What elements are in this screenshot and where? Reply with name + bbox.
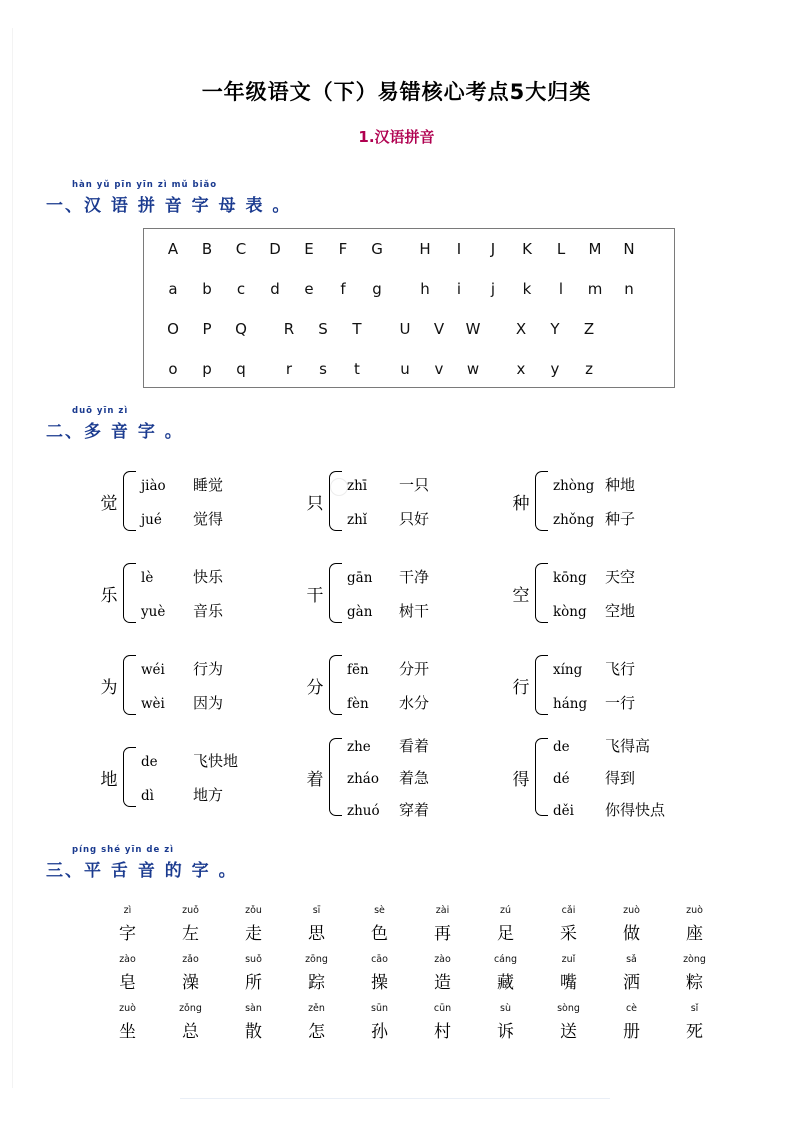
alphabet-letter: d	[270, 280, 280, 298]
reading-pinyin: jiào	[141, 477, 166, 494]
alphabet-letter: z	[585, 360, 593, 378]
reading-pinyin: fēn	[347, 661, 369, 678]
polyphone-item	[95, 731, 301, 823]
polyphone-reading	[141, 566, 223, 587]
polyphone-character: 着	[306, 769, 324, 790]
alphabet-letter: M	[588, 240, 602, 258]
reading-pinyin: yuè	[141, 603, 166, 620]
reading-pinyin: zháo	[347, 770, 379, 787]
reading-pinyin: de	[141, 753, 158, 770]
reading-word: 种子	[605, 509, 636, 528]
polyphone-character: 空	[512, 585, 530, 606]
reading-word: 着急	[399, 768, 430, 787]
alphabet-letter: r	[285, 360, 293, 378]
flat-tongue-cell	[222, 993, 285, 1042]
flat-tongue-pinyin: zǒu	[245, 905, 262, 916]
flat-tongue-character: 思	[308, 924, 325, 944]
reading-word: 飞快地	[193, 751, 239, 770]
reading-word: 空地	[605, 601, 636, 620]
polyphone-readings	[553, 566, 635, 621]
flat-tongue-pinyin: sòng	[557, 1003, 580, 1014]
brace-icon	[535, 563, 548, 623]
polyphone-reading	[553, 692, 635, 713]
flat-tongue-cell	[96, 944, 159, 993]
reading-pinyin: zhǐ	[347, 511, 368, 528]
alphabet-letter: U	[399, 320, 411, 338]
flat-tongue-pinyin: zòng	[683, 954, 706, 965]
polyphone-item	[95, 455, 301, 547]
alphabet-letter: H	[419, 240, 431, 258]
flat-tongue-pinyin: sūn	[371, 1003, 388, 1014]
flat-tongue-character: 做	[623, 924, 640, 944]
reading-pinyin: kōng	[553, 569, 587, 586]
flat-tongue-pinyin: zěn	[308, 1003, 325, 1014]
polyphone-reading	[141, 600, 223, 621]
alphabet-row	[144, 229, 674, 269]
polyphone-reading	[141, 658, 223, 679]
alphabet-letter: F	[338, 240, 348, 258]
brace-icon	[123, 747, 136, 807]
reading-word: 睡觉	[193, 475, 224, 494]
reading-word: 穿着	[399, 800, 430, 819]
flat-tongue-pinyin: suǒ	[245, 954, 262, 965]
brace-icon	[329, 655, 342, 715]
alphabet-letter: e	[304, 280, 314, 298]
reading-pinyin: kòng	[553, 603, 587, 620]
reading-pinyin: děi	[553, 802, 574, 819]
alphabet-letter: X	[515, 320, 527, 338]
polyphone-reading	[347, 799, 429, 820]
alphabet-letter: G	[371, 240, 383, 258]
reading-pinyin: fèn	[347, 695, 369, 712]
alphabet-letter: b	[202, 280, 212, 298]
flat-tongue-pinyin: zuò	[686, 905, 703, 916]
reading-word: 树干	[399, 601, 430, 620]
reading-pinyin: zhǒng	[553, 511, 595, 528]
alphabet-letter: u	[400, 360, 410, 378]
flat-tongue-cell	[285, 993, 348, 1042]
polyphone-readings	[553, 474, 635, 529]
flat-tongue-cell	[474, 944, 537, 993]
brace-icon	[329, 563, 342, 623]
flat-tongue-character: 村	[434, 1022, 451, 1042]
reading-word: 一行	[605, 693, 636, 712]
polyphone-item	[301, 639, 507, 731]
reading-pinyin: wèi	[141, 695, 165, 712]
flat-tongue-pinyin: sù	[500, 1003, 511, 1014]
alphabet-letter: W	[465, 320, 481, 338]
flat-tongue-character: 造	[434, 973, 451, 993]
flat-tongue-character: 坐	[119, 1022, 136, 1042]
alphabet-letter: j	[490, 280, 496, 298]
alphabet-letter: k	[522, 280, 532, 298]
brace-icon	[535, 471, 548, 531]
flat-tongue-cell	[600, 944, 663, 993]
flat-tongue-cell	[474, 895, 537, 944]
flat-tongue-pinyin: zài	[435, 905, 450, 916]
reading-word: 飞得高	[605, 736, 651, 755]
flat-tongue-character: 皂	[119, 973, 136, 993]
flat-tongue-character: 粽	[686, 973, 703, 993]
polyphone-reading	[141, 784, 238, 805]
alphabet-letter: D	[269, 240, 281, 258]
polyphone-item	[507, 731, 713, 823]
polyphone-item	[301, 455, 507, 547]
polyphone-reading	[141, 474, 223, 495]
alphabet-letter: R	[283, 320, 295, 338]
alphabet-letter: P	[202, 320, 212, 338]
flat-tongue-row	[96, 895, 726, 944]
footer-divider	[180, 1098, 610, 1099]
flat-tongue-character: 嘴	[560, 973, 577, 993]
alphabet-row	[144, 309, 674, 349]
flat-tongue-pinyin: zǎo	[182, 954, 199, 965]
brace-icon	[535, 738, 548, 816]
alphabet-letter: v	[434, 360, 444, 378]
flat-tongue-character: 左	[182, 924, 199, 944]
polyphone-character: 觉	[100, 493, 118, 514]
flat-tongue-cell	[159, 993, 222, 1042]
alphabet-letter: C	[235, 240, 247, 258]
reading-word: 地方	[193, 785, 224, 804]
flat-tongue-character: 藏	[497, 973, 514, 993]
flat-tongue-character: 再	[434, 924, 451, 944]
brace-icon	[123, 471, 136, 531]
section-heading-2-number: 二、	[46, 422, 84, 442]
polyphone-readings	[553, 735, 665, 820]
reading-word: 你得快点	[605, 800, 666, 819]
reading-word: 分开	[399, 659, 430, 678]
reading-word: 看着	[399, 736, 430, 755]
reading-word: 飞行	[605, 659, 636, 678]
flat-tongue-character: 色	[371, 924, 388, 944]
flat-tongue-cell	[411, 895, 474, 944]
flat-tongue-pinyin: cè	[625, 1003, 638, 1014]
alphabet-letter: T	[352, 320, 362, 338]
flat-tongue-character: 洒	[623, 973, 640, 993]
polyphone-character: 干	[306, 585, 324, 606]
flat-tongue-grid	[96, 895, 726, 1042]
flat-tongue-pinyin: zuò	[119, 1003, 136, 1014]
flat-tongue-row	[96, 993, 726, 1042]
polyphone-character: 乐	[100, 585, 118, 606]
flat-tongue-pinyin: zì	[123, 905, 132, 916]
alphabet-letter: m	[587, 280, 603, 298]
polyphone-readings	[347, 566, 429, 621]
polyphone-row	[95, 455, 715, 547]
alphabet-table	[143, 228, 675, 388]
polyphone-readings	[347, 735, 429, 820]
alphabet-letter: p	[202, 360, 212, 378]
flat-tongue-pinyin: sè	[374, 905, 385, 916]
section-heading-1-label: 汉 语 拼 音 字 母 表 。	[84, 196, 292, 216]
polyphone-reading	[553, 474, 635, 495]
polyphone-readings	[141, 566, 223, 621]
flat-tongue-pinyin: zú	[499, 905, 511, 916]
flat-tongue-cell	[348, 993, 411, 1042]
polyphone-reading	[347, 735, 429, 756]
flat-tongue-cell	[411, 993, 474, 1042]
flat-tongue-character: 孙	[371, 1022, 388, 1042]
polyphone-character: 行	[512, 677, 530, 698]
polyphone-reading	[553, 566, 635, 587]
alphabet-letter: t	[354, 360, 360, 378]
polyphone-row	[95, 639, 715, 731]
polyphone-item	[95, 639, 301, 731]
flat-tongue-character: 死	[686, 1022, 703, 1042]
alphabet-letter: c	[236, 280, 246, 298]
polyphone-character: 只	[306, 493, 324, 514]
flat-tongue-row	[96, 944, 726, 993]
flat-tongue-cell	[600, 895, 663, 944]
alphabet-letter: I	[456, 240, 462, 258]
polyphone-reading	[347, 600, 429, 621]
alphabet-letter: x	[516, 360, 526, 378]
reading-word: 干净	[399, 567, 430, 586]
reading-pinyin: dé	[553, 770, 570, 787]
flat-tongue-character: 足	[497, 924, 514, 944]
reading-pinyin: gàn	[347, 603, 373, 620]
flat-tongue-cell	[600, 993, 663, 1042]
polyphone-grid	[95, 455, 715, 823]
page-title: 一年级语文（下）易错核心考点5大归类	[201, 80, 592, 104]
reading-word: 水分	[399, 693, 430, 712]
flat-tongue-cell	[96, 895, 159, 944]
flat-tongue-cell	[222, 895, 285, 944]
reading-word: 音乐	[193, 601, 224, 620]
flat-tongue-character: 采	[560, 924, 577, 944]
polyphone-item	[507, 639, 713, 731]
polyphone-reading	[553, 508, 635, 529]
reading-word: 一只	[399, 475, 430, 494]
alphabet-letter: l	[558, 280, 564, 298]
flat-tongue-cell	[537, 895, 600, 944]
alphabet-row	[144, 269, 674, 309]
alphabet-letter: y	[550, 360, 560, 378]
flat-tongue-cell	[96, 993, 159, 1042]
flat-tongue-pinyin: cūn	[433, 1003, 452, 1014]
reading-word: 只好	[399, 509, 430, 528]
alphabet-letter: n	[624, 280, 634, 298]
alphabet-letter: S	[318, 320, 328, 338]
flat-tongue-cell	[348, 944, 411, 993]
brace-icon	[329, 738, 342, 816]
flat-tongue-character: 字	[119, 924, 136, 944]
polyphone-item	[507, 547, 713, 639]
section-heading-2-pinyin: duō yīn zì	[72, 406, 129, 416]
reading-word: 因为	[193, 693, 224, 712]
section-heading-2	[46, 406, 184, 442]
alphabet-letter: Q	[235, 320, 247, 338]
flat-tongue-cell	[663, 993, 726, 1042]
alphabet-row	[144, 349, 674, 389]
polyphone-reading	[553, 767, 665, 788]
alphabet-letter: L	[556, 240, 566, 258]
polyphone-character: 种	[512, 493, 530, 514]
alphabet-letter: g	[372, 280, 382, 298]
flat-tongue-character: 总	[182, 1022, 199, 1042]
reading-pinyin: zhī	[347, 477, 368, 494]
polyphone-item	[301, 731, 507, 823]
reading-word: 快乐	[193, 567, 224, 586]
flat-tongue-cell	[411, 944, 474, 993]
flat-tongue-character: 散	[245, 1022, 262, 1042]
polyphone-character: 地	[100, 769, 118, 790]
alphabet-letter: h	[420, 280, 430, 298]
reading-word: 得到	[605, 768, 636, 787]
polyphone-row	[95, 547, 715, 639]
flat-tongue-character: 所	[245, 973, 262, 993]
page-subtitle: 1.汉语拼音	[358, 128, 435, 146]
reading-pinyin: lè	[141, 569, 154, 586]
alphabet-letter: Y	[550, 320, 560, 338]
flat-tongue-character: 诉	[497, 1022, 514, 1042]
polyphone-item	[95, 547, 301, 639]
flat-tongue-pinyin: sǎ	[626, 954, 637, 965]
flat-tongue-cell	[474, 993, 537, 1042]
alphabet-letter: w	[466, 360, 480, 378]
polyphone-reading	[141, 750, 238, 771]
reading-pinyin: dì	[141, 787, 154, 804]
flat-tongue-character: 册	[623, 1022, 640, 1042]
alphabet-letter: o	[168, 360, 178, 378]
polyphone-readings	[553, 658, 635, 713]
polyphone-character: 分	[306, 677, 324, 698]
alphabet-letter: J	[490, 240, 496, 258]
section-heading-2-label: 多 音 字 。	[84, 422, 184, 442]
polyphone-reading	[141, 692, 223, 713]
polyphone-character: 为	[100, 677, 118, 698]
flat-tongue-character: 澡	[182, 973, 199, 993]
alphabet-letter: E	[304, 240, 314, 258]
alphabet-letter: K	[522, 240, 532, 258]
brace-icon	[535, 655, 548, 715]
reading-pinyin: gān	[347, 569, 373, 586]
flat-tongue-pinyin: sī	[312, 905, 321, 916]
polyphone-readings	[141, 474, 223, 529]
flat-tongue-pinyin: sǐ	[690, 1003, 699, 1014]
alphabet-letter: i	[456, 280, 462, 298]
section-heading-1-number: 一、	[46, 196, 84, 216]
polyphone-reading	[347, 658, 429, 679]
flat-tongue-cell	[222, 944, 285, 993]
flat-tongue-pinyin: zuǒ	[182, 905, 199, 916]
flat-tongue-cell	[537, 944, 600, 993]
section-heading-3-label: 平 舌 音 的 字 。	[84, 861, 238, 881]
alphabet-letter: A	[167, 240, 179, 258]
flat-tongue-pinyin: zuǐ	[561, 954, 576, 965]
flat-tongue-pinyin: zǒng	[179, 1003, 202, 1014]
polyphone-reading	[347, 692, 429, 713]
reading-pinyin: zhòng	[553, 477, 595, 494]
reading-pinyin: wéi	[141, 661, 165, 678]
polyphone-reading	[553, 735, 665, 756]
alphabet-letter: N	[623, 240, 635, 258]
reading-word: 觉得	[193, 509, 224, 528]
flat-tongue-cell	[663, 895, 726, 944]
flat-tongue-cell	[348, 895, 411, 944]
reading-pinyin: háng	[553, 695, 588, 712]
polyphone-row	[95, 731, 715, 823]
polyphone-readings	[347, 658, 429, 713]
polyphone-item	[301, 547, 507, 639]
polyphone-readings	[347, 474, 429, 529]
alphabet-letter: V	[433, 320, 445, 338]
flat-tongue-pinyin: cǎi	[561, 905, 576, 916]
reading-word: 行为	[193, 659, 224, 678]
flat-tongue-character: 操	[371, 973, 388, 993]
flat-tongue-pinyin: cāo	[371, 954, 388, 965]
flat-tongue-character: 座	[686, 924, 703, 944]
polyphone-readings	[141, 658, 223, 713]
reading-pinyin: zhuó	[347, 802, 380, 819]
alphabet-letter: O	[167, 320, 179, 338]
flat-tongue-cell	[663, 944, 726, 993]
section-heading-3	[46, 845, 238, 881]
flat-tongue-character: 走	[245, 924, 262, 944]
reading-pinyin: xíng	[553, 661, 583, 678]
reading-pinyin: jué	[141, 511, 162, 528]
flat-tongue-pinyin: zōng	[305, 954, 328, 965]
flat-tongue-pinyin: cáng	[493, 954, 518, 965]
polyphone-reading	[347, 474, 429, 495]
polyphone-character: 得	[512, 769, 530, 790]
flat-tongue-pinyin: zào	[434, 954, 451, 965]
alphabet-letter: q	[236, 360, 246, 378]
flat-tongue-pinyin: zuò	[623, 905, 640, 916]
reading-pinyin: de	[553, 738, 570, 755]
polyphone-reading	[347, 508, 429, 529]
flat-tongue-cell	[159, 944, 222, 993]
alphabet-letter: s	[319, 360, 327, 378]
polyphone-reading	[141, 508, 223, 529]
reading-word: 种地	[605, 475, 636, 494]
section-heading-3-number: 三、	[46, 861, 84, 881]
reading-word: 天空	[605, 567, 636, 586]
flat-tongue-cell	[159, 895, 222, 944]
section-heading-3-pinyin: píng shé yīn de zì	[72, 845, 175, 855]
polyphone-reading	[347, 566, 429, 587]
alphabet-letter: f	[340, 280, 346, 298]
polyphone-reading	[347, 767, 429, 788]
watermark-icon	[330, 478, 348, 496]
brace-icon	[123, 655, 136, 715]
alphabet-letter: Z	[583, 320, 595, 338]
alphabet-letter: B	[201, 240, 213, 258]
flat-tongue-character: 送	[560, 1022, 577, 1042]
flat-tongue-cell	[537, 993, 600, 1042]
section-heading-1	[46, 180, 291, 216]
polyphone-reading	[553, 600, 635, 621]
polyphone-reading	[553, 658, 635, 679]
flat-tongue-pinyin: zào	[119, 954, 136, 965]
alphabet-letter: a	[168, 280, 178, 298]
polyphone-reading	[553, 799, 665, 820]
brace-icon	[123, 563, 136, 623]
flat-tongue-character: 踪	[308, 973, 325, 993]
polyphone-item	[507, 455, 713, 547]
flat-tongue-pinyin: sàn	[245, 1003, 262, 1014]
flat-tongue-cell	[285, 944, 348, 993]
flat-tongue-character: 怎	[308, 1022, 325, 1042]
reading-pinyin: zhe	[347, 738, 371, 755]
page-left-edge	[0, 0, 14, 1122]
section-heading-1-pinyin: hàn yǔ pīn yīn zì mǔ biǎo	[72, 180, 218, 190]
polyphone-readings	[141, 750, 238, 805]
flat-tongue-cell	[285, 895, 348, 944]
